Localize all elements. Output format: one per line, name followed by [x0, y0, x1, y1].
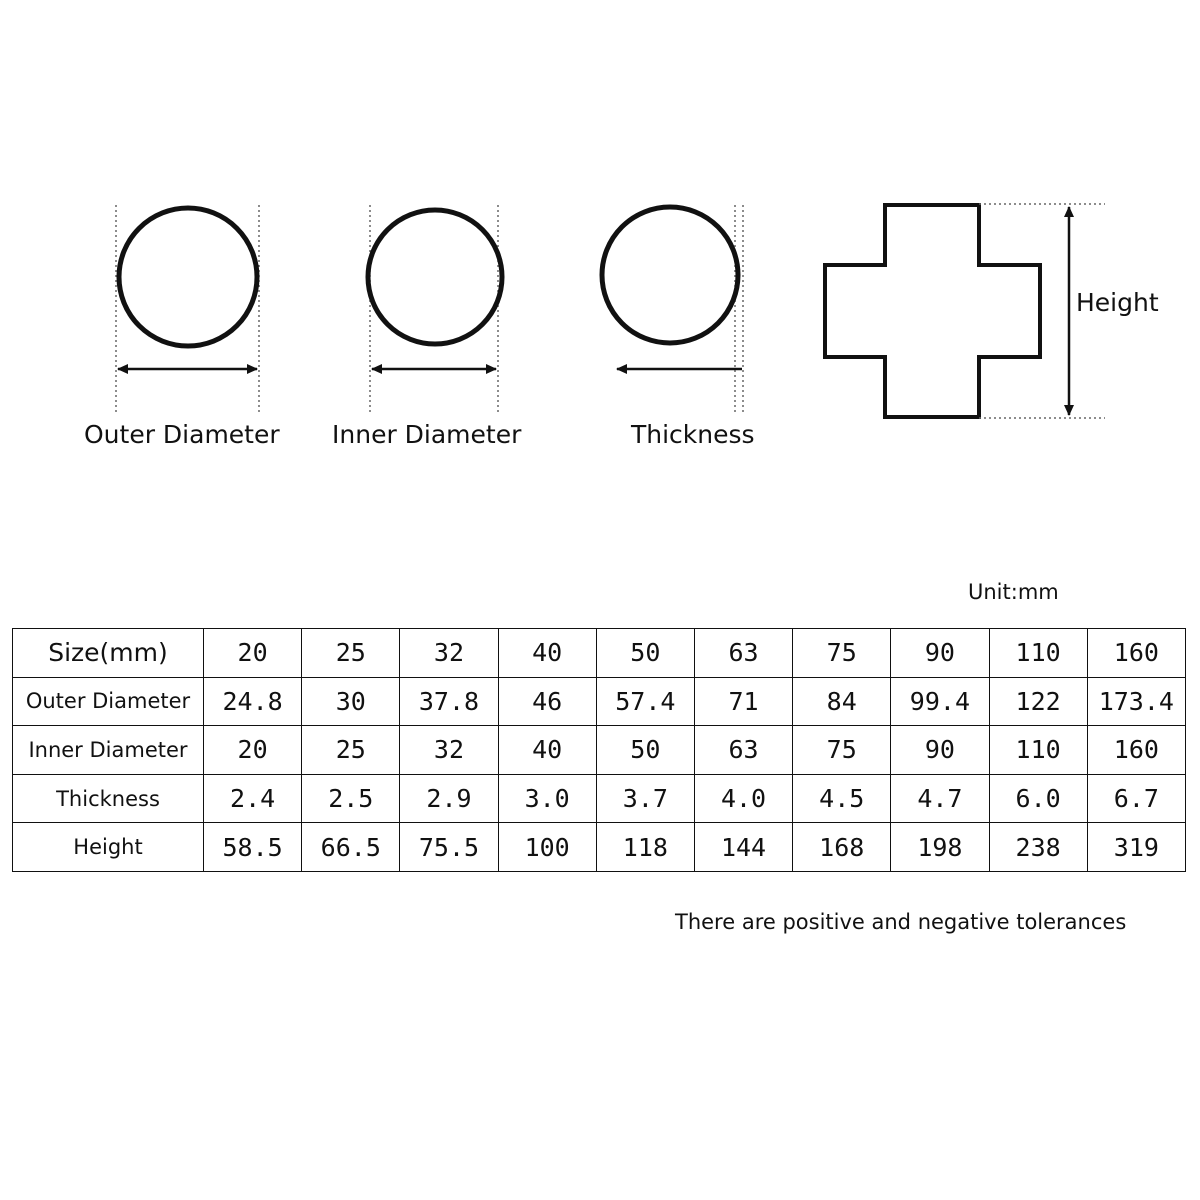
table-cell: 32: [400, 629, 498, 678]
inner-diameter-label: Inner Diameter: [332, 420, 522, 449]
table-cell: 160: [1087, 726, 1185, 775]
table-cell: 3.7: [596, 774, 694, 823]
table-cell: 84: [793, 677, 891, 726]
outer-diameter-circle: [119, 208, 257, 346]
table-cell: 66.5: [302, 823, 400, 872]
table-cell: 2.5: [302, 774, 400, 823]
table-cell: 75.5: [400, 823, 498, 872]
table-cell: 32: [400, 726, 498, 775]
table-cell: 4.5: [793, 774, 891, 823]
table-row: [13, 823, 1186, 872]
table-cell: 110: [989, 726, 1087, 775]
tolerance-note: There are positive and negative tolerances: [675, 910, 1127, 934]
table-cell: 2.9: [400, 774, 498, 823]
table-cell: 160: [1087, 629, 1185, 678]
inner-diameter-diagram: [368, 205, 502, 415]
row-header: Inner Diameter: [13, 726, 204, 775]
outer-diameter-label: Outer Diameter: [84, 420, 280, 449]
table-cell: 118: [596, 823, 694, 872]
row-header: Outer Diameter: [13, 677, 204, 726]
table-cell: 57.4: [596, 677, 694, 726]
table-cell: 20: [204, 629, 302, 678]
table-cell: 110: [989, 629, 1087, 678]
table-cell: 75: [793, 629, 891, 678]
thickness-circle: [602, 207, 738, 343]
table-cell: 50: [596, 629, 694, 678]
cross-fitting-shape: [825, 205, 1040, 417]
height-label: Height: [1076, 288, 1159, 317]
table-cell: 238: [989, 823, 1087, 872]
table-row: [13, 629, 1186, 678]
table-cell: 144: [694, 823, 792, 872]
table-cell: 71: [694, 677, 792, 726]
row-header: Thickness: [13, 774, 204, 823]
table-cell: 198: [891, 823, 989, 872]
table-cell: 63: [694, 629, 792, 678]
table-cell: 37.8: [400, 677, 498, 726]
outer-diameter-diagram: [116, 205, 259, 415]
table-cell: 99.4: [891, 677, 989, 726]
table-cell: 6.7: [1087, 774, 1185, 823]
table-cell: 46: [498, 677, 596, 726]
table-cell: 25: [302, 726, 400, 775]
table-cell: 4.0: [694, 774, 792, 823]
table-row: [13, 726, 1186, 775]
table-cell: 24.8: [204, 677, 302, 726]
table-cell: 3.0: [498, 774, 596, 823]
table-cell: 168: [793, 823, 891, 872]
table-cell: 90: [891, 726, 989, 775]
unit-label: Unit:mm: [968, 580, 1059, 604]
table-cell: 90: [891, 629, 989, 678]
table-cell: 75: [793, 726, 891, 775]
table-cell: 25: [302, 629, 400, 678]
table-row: [13, 677, 1186, 726]
table-cell: 319: [1087, 823, 1185, 872]
size-spec-table: [12, 628, 1186, 872]
inner-diameter-circle: [368, 210, 502, 344]
table-row: [13, 774, 1186, 823]
table-cell: 40: [498, 726, 596, 775]
height-diagram: [825, 204, 1105, 418]
table-cell: 6.0: [989, 774, 1087, 823]
table-cell: 40: [498, 629, 596, 678]
row-header: Size(mm): [13, 629, 204, 678]
table-cell: 63: [694, 726, 792, 775]
table-cell: 50: [596, 726, 694, 775]
table-cell: 4.7: [891, 774, 989, 823]
table-cell: 122: [989, 677, 1087, 726]
thickness-diagram: [602, 205, 743, 415]
table-cell: 173.4: [1087, 677, 1185, 726]
table-cell: 30: [302, 677, 400, 726]
row-header: Height: [13, 823, 204, 872]
thickness-label: Thickness: [631, 420, 755, 449]
table-cell: 2.4: [204, 774, 302, 823]
table-cell: 58.5: [204, 823, 302, 872]
table-cell: 100: [498, 823, 596, 872]
table-cell: 20: [204, 726, 302, 775]
